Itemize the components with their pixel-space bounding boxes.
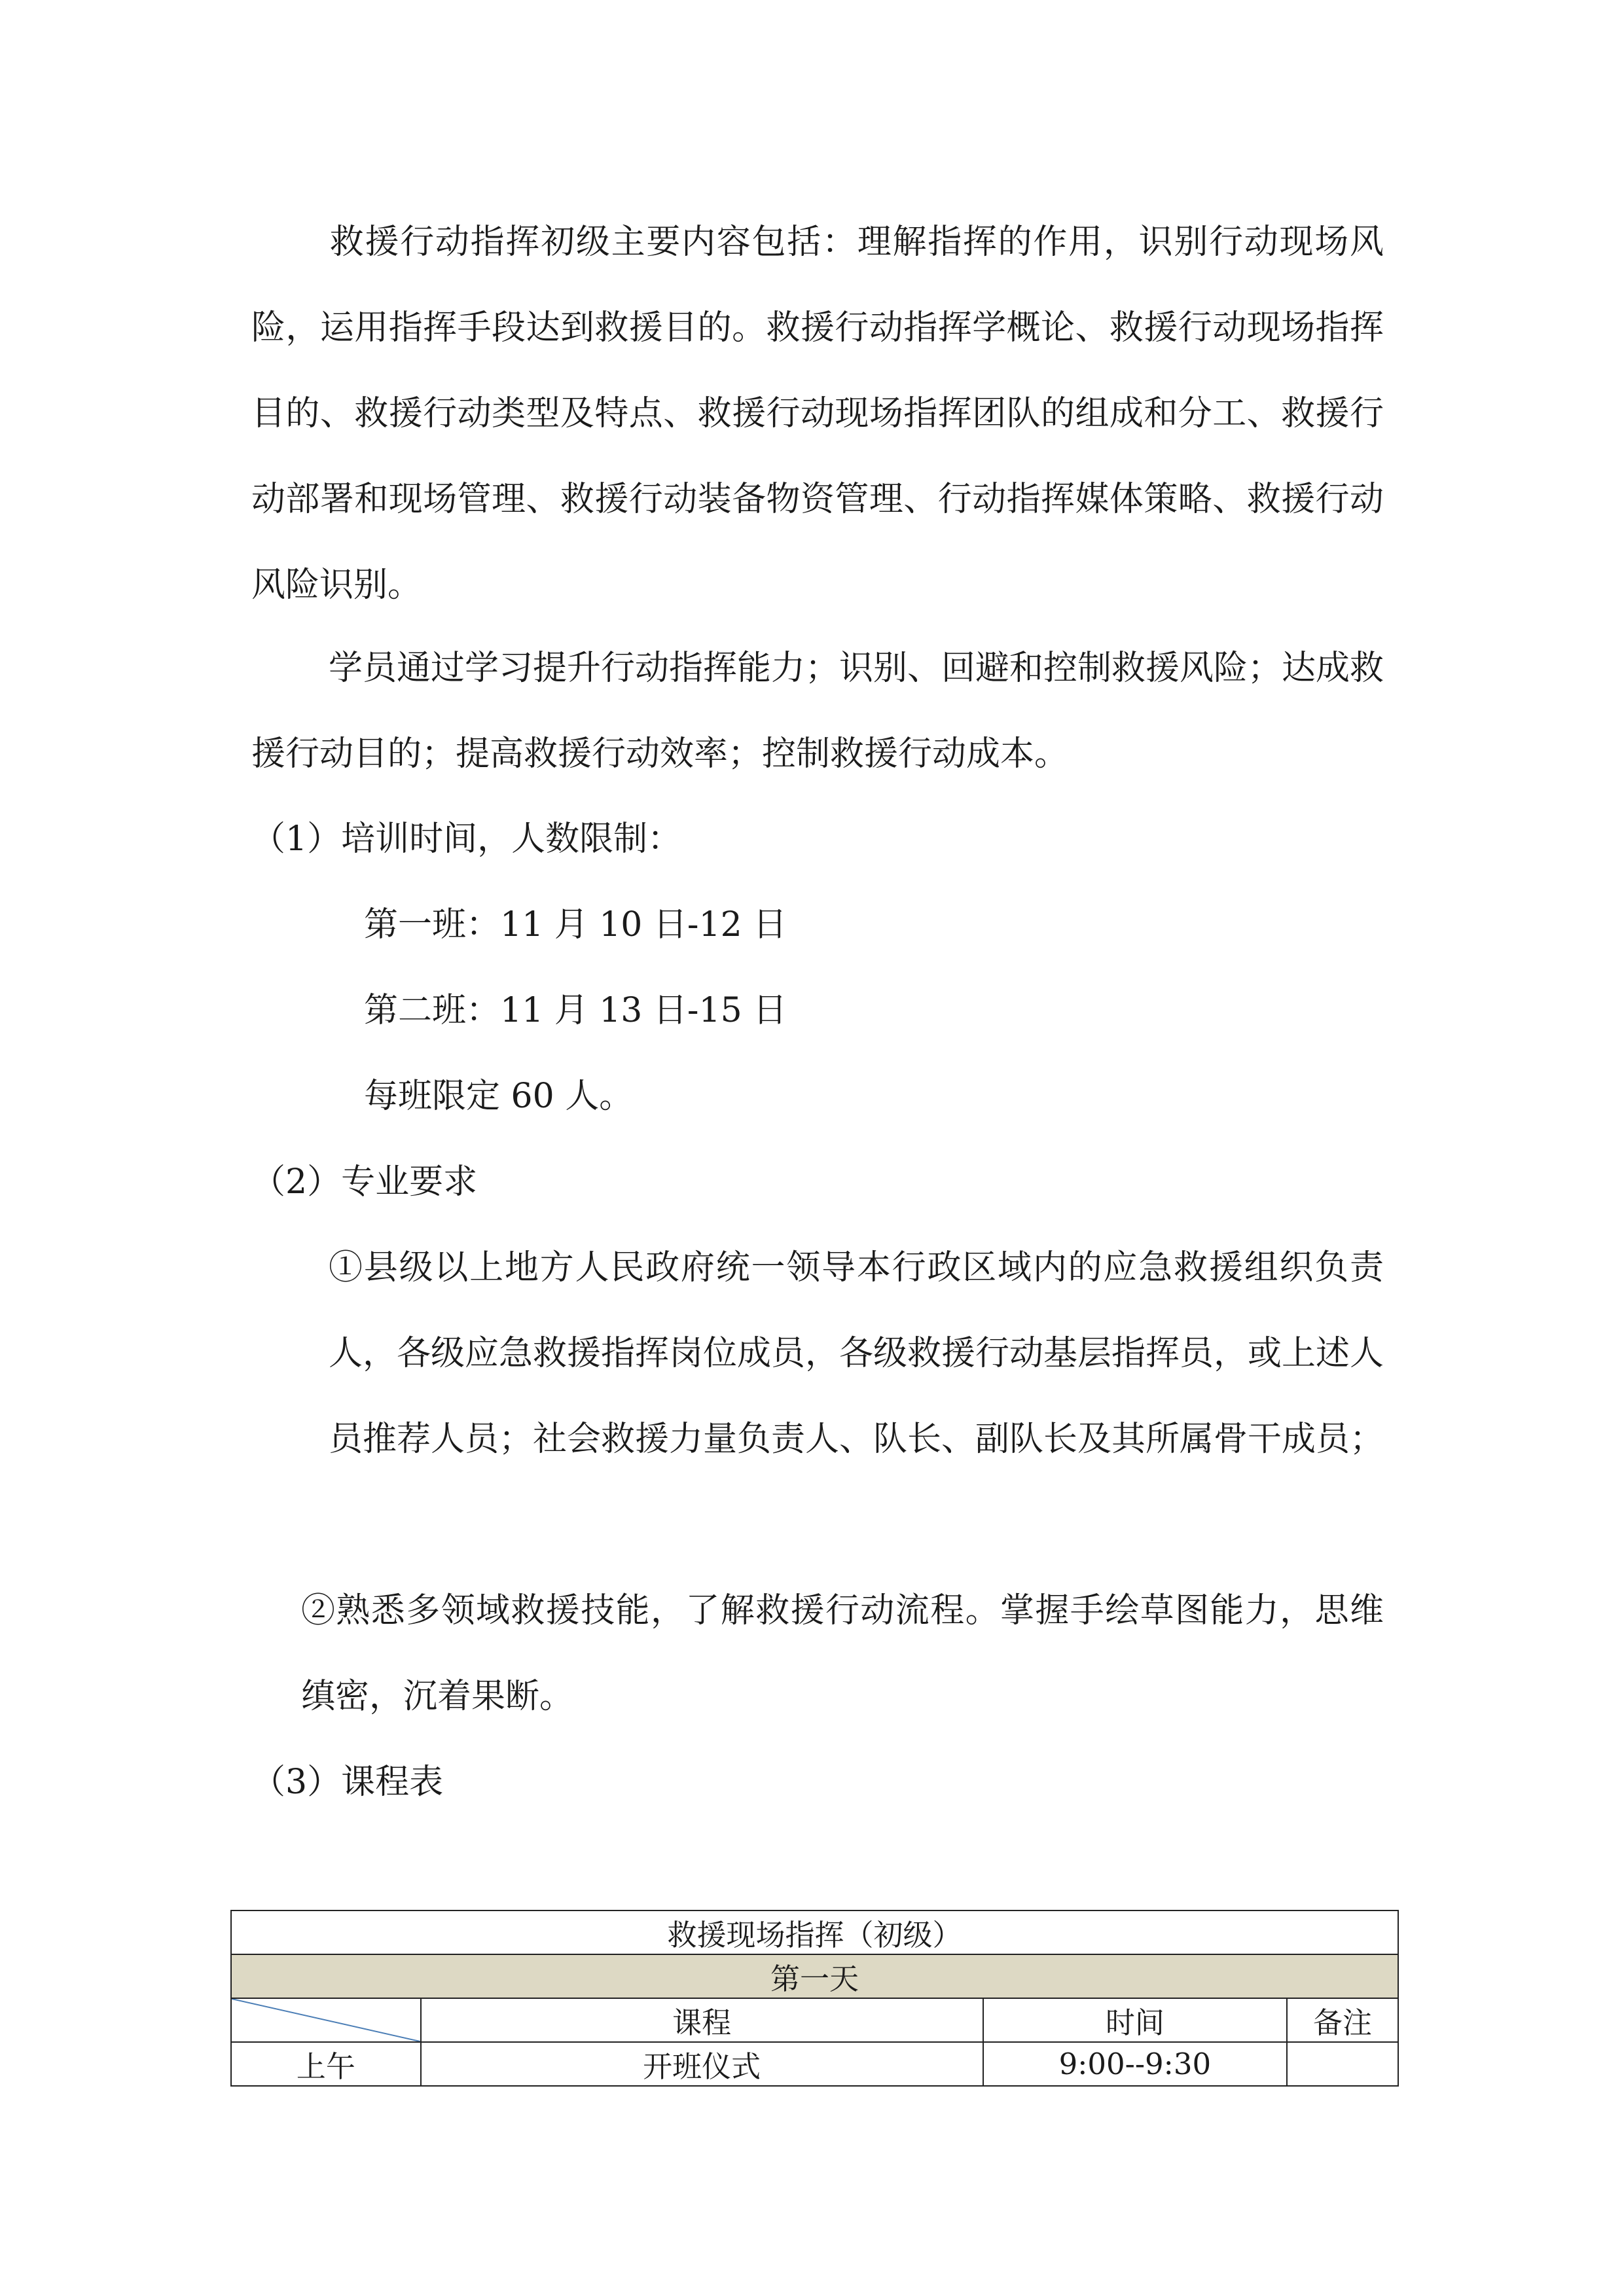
- row-period: 上午: [231, 2042, 421, 2086]
- row-time: 9:00--9:30: [983, 2042, 1288, 2086]
- class-1-dates: 第一班：11 月 10 日-12 日: [364, 905, 787, 944]
- column-course-header: 课程: [421, 1998, 983, 2042]
- section-3-heading: （3）课程表: [251, 1763, 444, 1802]
- column-note-header: 备注: [1287, 1998, 1398, 2042]
- intro-paragraph-1-text: 救援行动指挥初级主要内容包括：理解指挥的作用，识别行动现场风险，运用指挥手段达到救援目的。救援行动指挥学概论、救援行动现场指挥目的、救援行动类型及特点、救援行动现场指挥团队的组成和分工、救援行动部署和现场管理、救援行动装备物资管理、行动指挥媒体策略、救援行动风险识别。: [251, 223, 1384, 605]
- section-1-heading: （1）培训时间，人数限制：: [251, 819, 682, 859]
- intro-paragraph-1: [251, 200, 1384, 628]
- table-row: [231, 2042, 1398, 2086]
- intro-paragraph-2-text: 学员通过学习提升行动指挥能力；识别、回避和控制救援风险；达成救援行动目的；提高救援行动效率；控制救援行动成本。: [251, 649, 1384, 774]
- column-time-header: 时间: [983, 1998, 1288, 2042]
- schedule-table: [230, 1910, 1399, 2087]
- schedule-title: 救援现场指挥（初级）: [231, 1910, 1398, 1954]
- class-size-limit: 每班限定 60 人。: [364, 1077, 634, 1116]
- requirement-2: ②熟悉多领域救援技能，了解救援行动流程。掌握手绘草图能力，思维缜密，沉着果断。: [301, 1591, 1384, 1716]
- diagonal-line: [232, 1999, 420, 2041]
- section-2-heading: （2）专业要求: [251, 1162, 478, 1202]
- intro-paragraph-2: [251, 626, 1384, 797]
- schedule-day: 第一天: [231, 1954, 1398, 1998]
- row-course: 开班仪式: [421, 2042, 983, 2086]
- class-2-dates: 第二班：11 月 13 日-15 日: [364, 991, 787, 1030]
- requirement-1: ①县级以上地方人民政府统一领导本行政区域内的应急救援组织负责人，各级应急救援指挥岗位成员，各级救援行动基层指挥员，或上述人员推荐人员；社会救援力量负责人、队长、副队长及其所属骨干成员；: [329, 1248, 1384, 1459]
- diagonal-header-cell: [231, 1998, 421, 2042]
- row-note: [1287, 2042, 1398, 2086]
